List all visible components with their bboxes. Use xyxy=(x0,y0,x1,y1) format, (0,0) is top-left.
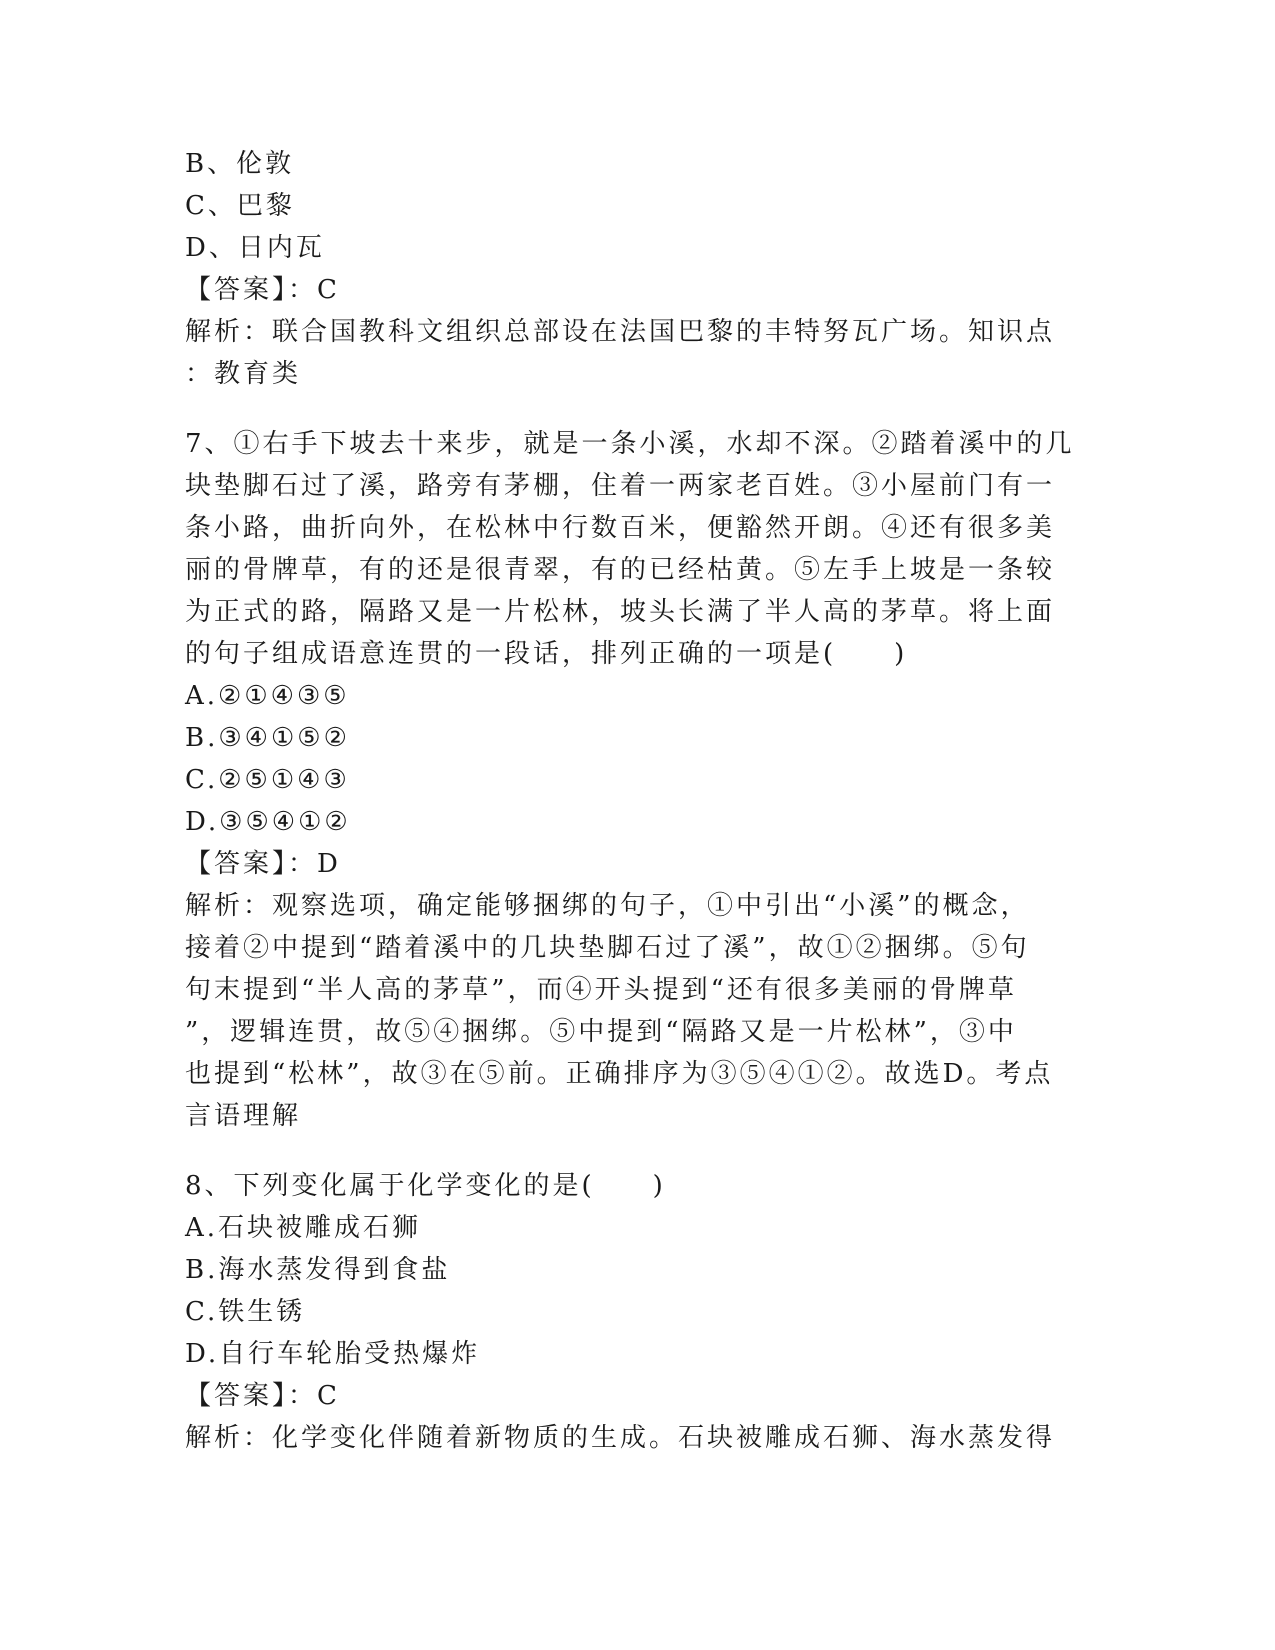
question-6 xyxy=(185,143,1065,395)
question-stem-line: 为正式的路，隔路又是一片松林，坡头长满了半人高的茅草。将上面 xyxy=(185,597,1056,627)
analysis-line: 言语理解 xyxy=(185,1101,302,1131)
analysis-line: ”，逻辑连贯，故⑤④捆绑。⑤中提到“隔路又是一片松林”，③中 xyxy=(185,1017,1017,1047)
option-d: D.自行车轮胎受热爆炸 xyxy=(185,1339,481,1369)
option-d: D.③⑤④①② xyxy=(185,807,351,837)
analysis-line: 也提到“松林”，故③在⑤前。正确排序为③⑤④①②。故选D。考点 xyxy=(185,1059,1054,1089)
option-a: A.②①④③⑤ xyxy=(185,681,350,711)
answer: 【答案】：C xyxy=(185,1381,340,1411)
analysis-line: 解析：化学变化伴随着新物质的生成。石块被雕成石狮、海水蒸发得 xyxy=(185,1423,1056,1453)
option-c: C.②⑤①④③ xyxy=(185,765,350,795)
spacer xyxy=(185,395,1065,423)
option-c: C.铁生锈 xyxy=(185,1297,306,1327)
question-stem-line: 8、下列变化属于化学变化的是( ) xyxy=(185,1171,666,1201)
option-b: B、伦敦 xyxy=(185,149,295,179)
answer: 【答案】：C xyxy=(185,275,340,305)
option-c: C、巴黎 xyxy=(185,191,295,221)
question-7 xyxy=(185,423,1075,1137)
document-page xyxy=(185,143,1075,1459)
option-b: B.海水蒸发得到食盐 xyxy=(185,1255,451,1285)
analysis-line: ：教育类 xyxy=(185,359,302,389)
analysis-line: 解析：联合国教科文组织总部设在法国巴黎的丰特努瓦广场。知识点 xyxy=(185,317,1056,347)
analysis-line: 解析：观察选项，确定能够捆绑的句子，①中引出“小溪”的概念， xyxy=(185,891,1030,921)
question-stem-line: 块垫脚石过了溪，路旁有茅棚，住着一两家老百姓。③小屋前门有一 xyxy=(185,471,1056,501)
analysis-line: 句末提到“半人高的茅草”，而④开头提到“还有很多美丽的骨牌草 xyxy=(185,975,1017,1005)
spacer xyxy=(185,1137,1065,1165)
answer: 【答案】：D xyxy=(185,849,341,879)
analysis-line: 接着②中提到“踏着溪中的几块垫脚石过了溪”，故①②捆绑。⑤句 xyxy=(185,933,1030,963)
option-b: B.③④①⑤② xyxy=(185,723,350,753)
option-a: A.石块被雕成石狮 xyxy=(185,1213,422,1243)
option-d: D、日内瓦 xyxy=(185,233,325,263)
question-stem-line: 丽的骨牌草，有的还是很青翠，有的已经枯黄。⑤左手上坡是一条较 xyxy=(185,555,1056,585)
question-8 xyxy=(185,1165,1065,1459)
question-stem-line: 7、①右手下坡去十来步，就是一条小溪，水却不深。②踏着溪中的几 xyxy=(185,429,1075,459)
question-stem-line: 条小路，曲折向外，在松林中行数百米，便豁然开朗。④还有很多美 xyxy=(185,513,1056,543)
question-stem-line: 的句子组成语意连贯的一段话，排列正确的一项是( ) xyxy=(185,639,908,669)
